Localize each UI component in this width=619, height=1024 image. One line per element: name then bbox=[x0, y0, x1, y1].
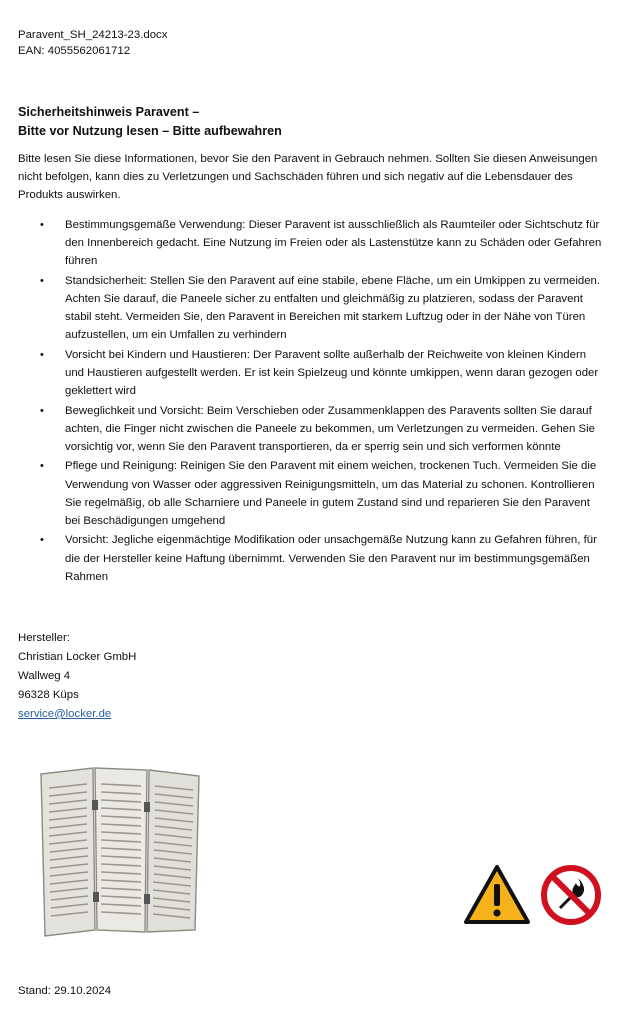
manufacturer-street: Wallweg 4 bbox=[18, 670, 71, 682]
list-item-text: Bestimmungsgemäße Verwendung: Dieser Paravent ist ausschließlich als Raumteiler oder Sichtschutz für den Innenbereich gedacht. Eine Nutzung im Freien oder als Lastenstütze kann zu Schäden oder Gefahren führen bbox=[65, 219, 602, 268]
list-item bbox=[18, 272, 608, 345]
list-item-text: Pflege und Reinigung: Reinigen Sie den Paravent mit einem weichen, trockenen Tuch. Vermeiden Sie die Verwendung von Wasser oder aggressiven Reinigungsmitteln, um das Material zu schonen. Kontrollieren Sie regelmäßig, ob alle Scharniere und Paneele in gutem Zustand sind und reparieren Sie den Paravent bei Beschädigungen umgehend bbox=[65, 460, 597, 527]
intro-paragraph: Bitte lesen Sie diese Informationen, bevor Sie den Paravent in Gebrauch nehmen. Sollten Sie diesen Anweisungen nicht befolgen, kann dies zu Verletzungen und Sachschäden führen und sich negativ auf die Lebensdauer des Produkts auswirken. bbox=[18, 153, 598, 202]
list-item bbox=[18, 346, 608, 401]
manufacturer-email-link[interactable]: service@locker.de bbox=[18, 708, 112, 720]
warning-triangle-icon bbox=[463, 864, 531, 926]
bullet-icon: • bbox=[40, 460, 44, 473]
document-meta bbox=[18, 27, 167, 59]
manufacturer-block bbox=[18, 629, 136, 724]
manufacturer-company: Christian Locker GmbH bbox=[18, 651, 137, 663]
list-item bbox=[18, 531, 608, 586]
bullet-icon: • bbox=[40, 219, 44, 231]
list-item-text: Vorsicht bei Kindern und Haustieren: Der Paravent sollte außerhalb der Reichweite von kleinen Kindern und Haustieren aufgestellt werden. Er ist kein Spielzeug und könnte umkippen, wenn daran gezogen oder geklettert wird bbox=[65, 348, 599, 398]
file-name: Paravent_SH_24213-23.docx bbox=[18, 29, 168, 41]
bullet-icon: • bbox=[40, 348, 44, 361]
list-item-text: Vorsicht: Jegliche eigenmächtige Modifikation oder unsachgemäße Nutzung kann zu Gefahren führen, für die der Hersteller keine Haftung übernimmt. Verwenden Sie den Paravent nur im bestimmungsgemäßen Rahmen bbox=[65, 534, 597, 583]
bullet-icon: • bbox=[40, 534, 44, 547]
document-date: Stand: 29.10.2024 bbox=[18, 985, 112, 997]
list-item bbox=[18, 402, 608, 457]
title-line-2: Bitte vor Nutzung lesen – Bitte aufbewahren bbox=[18, 124, 282, 138]
safety-list bbox=[18, 216, 608, 587]
ean-code: EAN: 4055562061712 bbox=[18, 45, 131, 57]
list-item-text: Standsicherheit: Stellen Sie den Paravent auf eine stabile, ebene Fläche, um ein Umkippen zu vermeiden. Achten Sie darauf, die Paneele sicher zu entfalten und gleichmäßig zu platzieren, sodass der Paravent stabil steht. Vermeiden Sie, den Paravent in Bereichen mit starkem Luftzug oder in der Nähe von Türen aufzustellen, um ein Umfallen zu verhindern bbox=[65, 274, 601, 342]
product-photo bbox=[35, 760, 205, 940]
bullet-icon: • bbox=[40, 274, 44, 287]
list-item bbox=[18, 216, 608, 271]
document-title bbox=[18, 103, 282, 141]
no-open-flame-icon bbox=[540, 864, 602, 926]
list-item-text: Beweglichkeit und Vorsicht: Beim Verschieben oder Zusammenklappen des Paravents sollten Sie darauf achten, die Finger nicht zwischen die Paneele zu bekommen, um Verletzungen zu vermeiden. Gehen Sie vorsichtig vor, wenn Sie den Paravent transportieren, da er sperrig sein und sich verformen könnte bbox=[65, 404, 595, 453]
list-item bbox=[18, 457, 608, 530]
manufacturer-city: 96328 Küps bbox=[18, 689, 79, 701]
bullet-icon: • bbox=[40, 404, 44, 417]
title-line-1: Sicherheitshinweis Paravent – bbox=[18, 105, 200, 119]
manufacturer-label: Hersteller: bbox=[18, 632, 70, 644]
